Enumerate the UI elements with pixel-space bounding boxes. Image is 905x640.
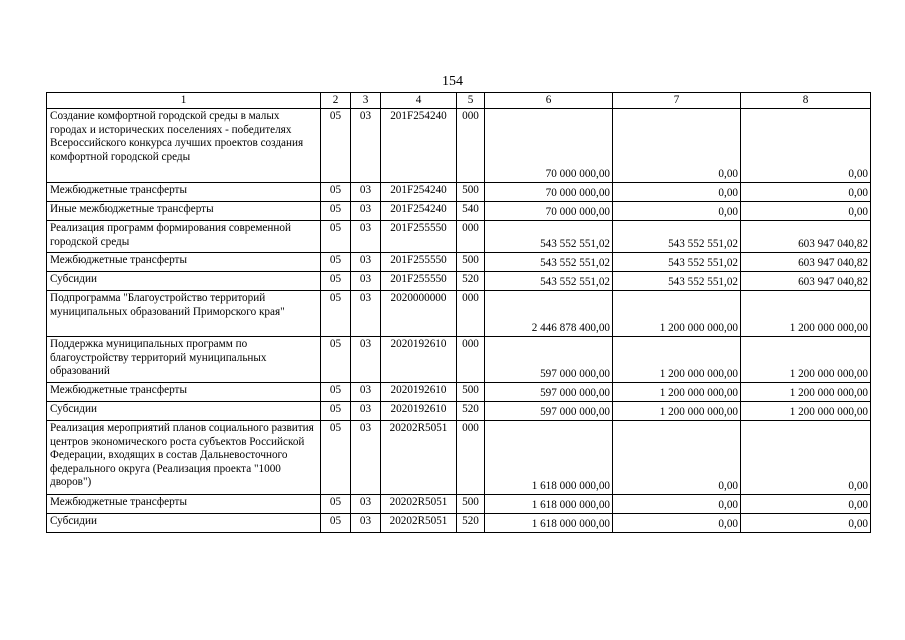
table-row (47, 514, 871, 533)
section-code: 05 (321, 337, 351, 383)
amount-col8: 0,00 (741, 514, 871, 533)
target-article-code: 20202R5051 (381, 421, 457, 495)
expense-type-code: 000 (457, 221, 485, 253)
expense-type-code: 500 (457, 183, 485, 202)
subsection-code: 03 (351, 272, 381, 291)
row-name: Межбюджетные трансферты (47, 253, 321, 272)
table-row (47, 253, 871, 272)
subsection-code: 03 (351, 291, 381, 337)
amount-col6: 70 000 000,00 (485, 183, 613, 202)
amount-col7: 0,00 (613, 202, 741, 221)
amount-col7: 1 200 000 000,00 (613, 402, 741, 421)
amount-col8: 0,00 (741, 109, 871, 183)
row-name: Межбюджетные трансферты (47, 383, 321, 402)
expense-type-code: 500 (457, 383, 485, 402)
column-header: 5 (457, 93, 485, 109)
target-article-code: 2020000000 (381, 291, 457, 337)
table-row (47, 109, 871, 183)
expense-type-code: 000 (457, 109, 485, 183)
table-row (47, 202, 871, 221)
target-article-code: 201F255550 (381, 221, 457, 253)
subsection-code: 03 (351, 253, 381, 272)
section-code: 05 (321, 383, 351, 402)
row-name: Субсидии (47, 514, 321, 533)
section-code: 05 (321, 109, 351, 183)
expense-type-code: 000 (457, 421, 485, 495)
amount-col7: 0,00 (613, 183, 741, 202)
amount-col8: 1 200 000 000,00 (741, 402, 871, 421)
page-number: 154 (442, 74, 463, 89)
column-header: 4 (381, 93, 457, 109)
section-code: 05 (321, 421, 351, 495)
column-header: 1 (47, 93, 321, 109)
row-name: Субсидии (47, 402, 321, 421)
target-article-code: 20202R5051 (381, 514, 457, 533)
expense-type-code: 520 (457, 272, 485, 291)
section-code: 05 (321, 183, 351, 202)
section-code: 05 (321, 202, 351, 221)
table-row (47, 291, 871, 337)
amount-col8: 1 200 000 000,00 (741, 383, 871, 402)
table-row (47, 221, 871, 253)
column-header: 8 (741, 93, 871, 109)
row-name: Субсидии (47, 272, 321, 291)
amount-col8: 603 947 040,82 (741, 221, 871, 253)
table-header-row (47, 93, 871, 109)
amount-col8: 603 947 040,82 (741, 253, 871, 272)
subsection-code: 03 (351, 402, 381, 421)
amount-col6: 543 552 551,02 (485, 253, 613, 272)
amount-col8: 1 200 000 000,00 (741, 337, 871, 383)
amount-col6: 597 000 000,00 (485, 337, 613, 383)
section-code: 05 (321, 272, 351, 291)
table-row (47, 337, 871, 383)
amount-col6: 597 000 000,00 (485, 383, 613, 402)
amount-col6: 543 552 551,02 (485, 272, 613, 291)
expense-type-code: 500 (457, 253, 485, 272)
target-article-code: 201F255550 (381, 272, 457, 291)
target-article-code: 201F254240 (381, 109, 457, 183)
subsection-code: 03 (351, 337, 381, 383)
amount-col7: 543 552 551,02 (613, 272, 741, 291)
target-article-code: 2020192610 (381, 402, 457, 421)
subsection-code: 03 (351, 421, 381, 495)
amount-col6: 543 552 551,02 (485, 221, 613, 253)
subsection-code: 03 (351, 183, 381, 202)
target-article-code: 201F254240 (381, 183, 457, 202)
expense-type-code: 000 (457, 291, 485, 337)
table-row (47, 421, 871, 495)
row-name: Поддержка муниципальных программ по благоустройству территорий муниципальных образований (47, 337, 321, 383)
expense-type-code: 520 (457, 402, 485, 421)
expense-type-code: 540 (457, 202, 485, 221)
section-code: 05 (321, 402, 351, 421)
amount-col8: 0,00 (741, 183, 871, 202)
amount-col8: 0,00 (741, 421, 871, 495)
amount-col6: 1 618 000 000,00 (485, 421, 613, 495)
subsection-code: 03 (351, 383, 381, 402)
section-code: 05 (321, 495, 351, 514)
target-article-code: 20202R5051 (381, 495, 457, 514)
table-row (47, 402, 871, 421)
table-row (47, 272, 871, 291)
section-code: 05 (321, 221, 351, 253)
amount-col6: 2 446 878 400,00 (485, 291, 613, 337)
amount-col8: 0,00 (741, 495, 871, 514)
amount-col7: 0,00 (613, 514, 741, 533)
row-name: Реализация мероприятий планов социального развития центров экономического роста субъектов Российской Федерации, входящих в состав Дальневосточного федерального округа (Реализация проекта "1000 дворов") (47, 421, 321, 495)
amount-col7: 1 200 000 000,00 (613, 337, 741, 383)
table-row (47, 383, 871, 402)
row-name: Межбюджетные трансферты (47, 183, 321, 202)
column-header: 3 (351, 93, 381, 109)
column-header: 6 (485, 93, 613, 109)
target-article-code: 2020192610 (381, 383, 457, 402)
table-row (47, 495, 871, 514)
amount-col8: 0,00 (741, 202, 871, 221)
column-header: 2 (321, 93, 351, 109)
subsection-code: 03 (351, 202, 381, 221)
amount-col6: 70 000 000,00 (485, 202, 613, 221)
expense-type-code: 500 (457, 495, 485, 514)
amount-col6: 1 618 000 000,00 (485, 495, 613, 514)
section-code: 05 (321, 514, 351, 533)
amount-col7: 543 552 551,02 (613, 221, 741, 253)
target-article-code: 201F255550 (381, 253, 457, 272)
amount-col7: 0,00 (613, 109, 741, 183)
amount-col6: 1 618 000 000,00 (485, 514, 613, 533)
target-article-code: 2020192610 (381, 337, 457, 383)
expense-type-code: 000 (457, 337, 485, 383)
target-article-code: 201F254240 (381, 202, 457, 221)
subsection-code: 03 (351, 514, 381, 533)
column-header: 7 (613, 93, 741, 109)
row-name: Подпрограмма "Благоустройство территорий муниципальных образований Приморского края" (47, 291, 321, 337)
subsection-code: 03 (351, 495, 381, 514)
section-code: 05 (321, 291, 351, 337)
subsection-code: 03 (351, 109, 381, 183)
row-name: Реализация программ формирования современной городской среды (47, 221, 321, 253)
subsection-code: 03 (351, 221, 381, 253)
amount-col6: 70 000 000,00 (485, 109, 613, 183)
row-name: Иные межбюджетные трансферты (47, 202, 321, 221)
amount-col8: 1 200 000 000,00 (741, 291, 871, 337)
amount-col7: 1 200 000 000,00 (613, 383, 741, 402)
section-code: 05 (321, 253, 351, 272)
budget-table (46, 92, 871, 533)
amount-col6: 597 000 000,00 (485, 402, 613, 421)
row-name: Создание комфортной городской среды в малых городах и исторических поселениях - победителях Всероссийского конкурса лучших проектов создания комфортной городской среды (47, 109, 321, 183)
amount-col7: 0,00 (613, 495, 741, 514)
row-name: Межбюджетные трансферты (47, 495, 321, 514)
amount-col7: 1 200 000 000,00 (613, 291, 741, 337)
table-row (47, 183, 871, 202)
amount-col8: 603 947 040,82 (741, 272, 871, 291)
amount-col7: 0,00 (613, 421, 741, 495)
amount-col7: 543 552 551,02 (613, 253, 741, 272)
expense-type-code: 520 (457, 514, 485, 533)
